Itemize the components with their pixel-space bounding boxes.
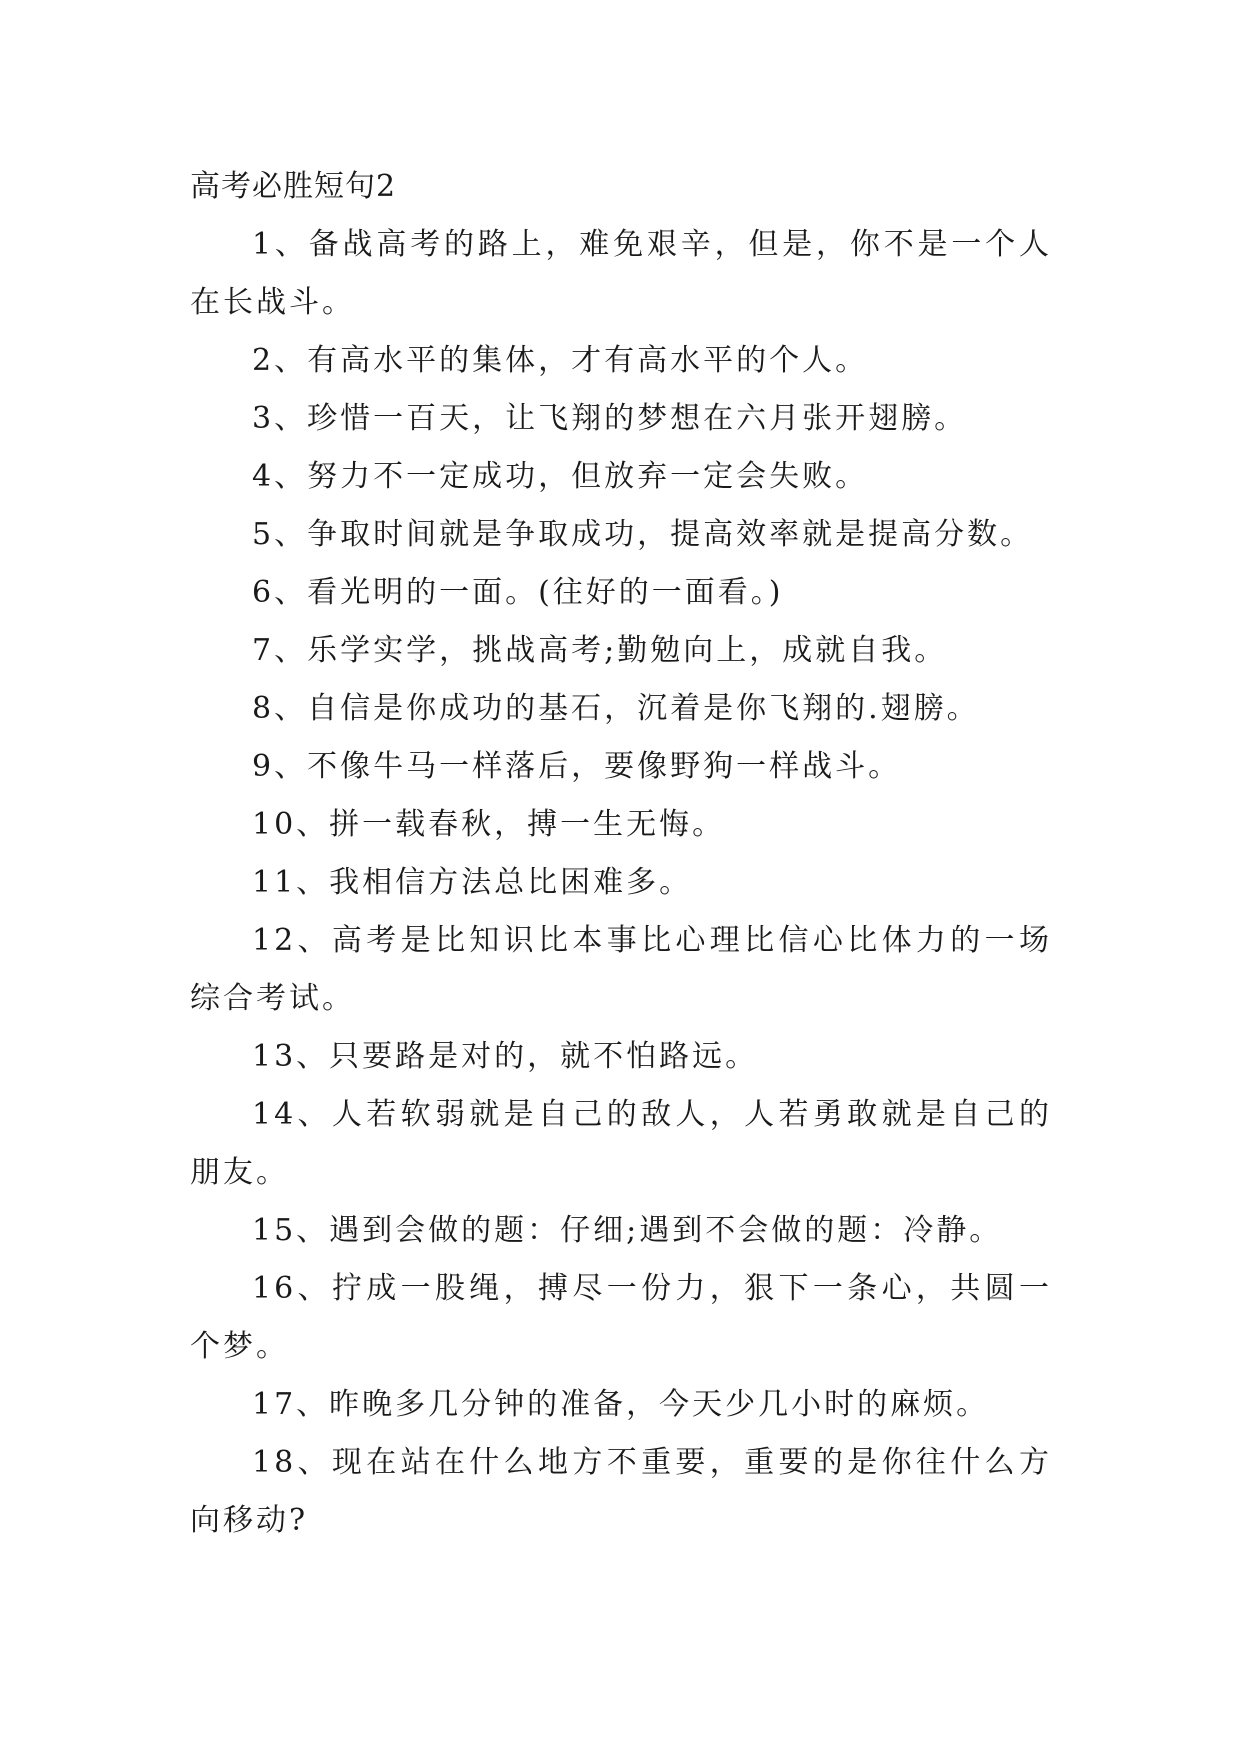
- paragraph-2: 2、有高水平的集体，才有高水平的个人。: [252, 343, 869, 378]
- document-title: 高考必胜短句2: [190, 169, 397, 204]
- paragraph-9: 9、不像牛马一样落后，要像野狗一样战斗。: [252, 749, 902, 784]
- paragraph-7: 7、乐学实学，挑战高考;勤勉向上，成就自我。: [252, 633, 948, 668]
- paragraph-10: 10、拼一载春秋，搏一生无悔。: [252, 807, 726, 842]
- paragraph-5: 5、争取时间就是争取成功，提高效率就是提高分数。: [252, 517, 1034, 552]
- paragraph-1: 1、备战高考的路上，难免艰辛，但是，你不是一个人在长战斗。: [190, 227, 1052, 320]
- paragraph-15: 15、遇到会做的题：仔细;遇到不会做的题：冷静。: [252, 1213, 1003, 1248]
- paragraph-11: 11、我相信方法总比困难多。: [252, 865, 693, 900]
- paragraph-13: 13、只要路是对的，就不怕路远。: [252, 1039, 759, 1074]
- paragraph-12: 12、高考是比知识比本事比心理比信心比体力的一场综合考试。: [190, 923, 1052, 1016]
- paragraph-8: 8、自信是你成功的基石，沉着是你飞翔的.翅膀。: [252, 691, 980, 726]
- paragraph-17: 17、昨晚多几分钟的准备，今天少几小时的麻烦。: [252, 1387, 990, 1422]
- paragraph-16: 16、拧成一股绳，搏尽一份力，狠下一条心，共圆一个梦。: [190, 1271, 1052, 1364]
- paragraph-18: 18、现在站在什么地方不重要，重要的是你往什么方向移动?: [190, 1445, 1052, 1538]
- paragraph-4: 4、努力不一定成功，但放弃一定会失败。: [252, 459, 869, 494]
- paragraph-6: 6、看光明的一面。(往好的一面看。): [252, 575, 784, 610]
- paragraph-3: 3、珍惜一百天，让飞翔的梦想在六月张开翅膀。: [252, 401, 968, 436]
- paragraph-14: 14、人若软弱就是自己的敌人，人若勇敢就是自己的朋友。: [190, 1097, 1052, 1190]
- document-page: [190, 158, 1052, 1550]
